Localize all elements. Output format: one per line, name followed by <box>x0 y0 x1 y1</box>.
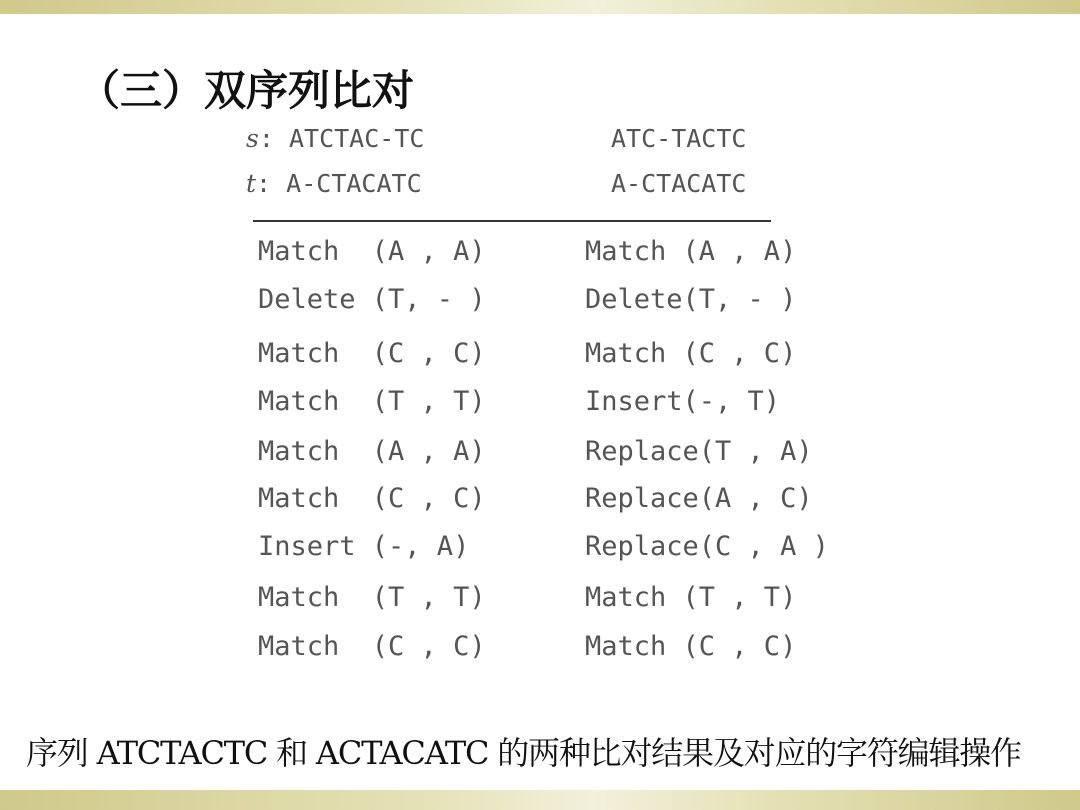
alignment-right-s: ATC-TACTC <box>611 124 747 153</box>
alignment-right-t: A-CTACATC <box>611 169 747 198</box>
alignment-left-t: A-CTACATC <box>286 169 422 198</box>
s-separator: : <box>258 124 274 153</box>
operation-left-8: Match (T , T) <box>258 582 486 613</box>
alignment-left-s: ATCTAC-TC <box>288 124 425 153</box>
operation-left-4: Match (T , T) <box>258 386 486 417</box>
s-label: s <box>246 124 259 153</box>
alignment-left-t-row <box>246 169 422 198</box>
operation-left-6: Match (C , C) <box>258 483 486 514</box>
t-separator: : <box>256 169 272 198</box>
t-label: t <box>246 169 257 198</box>
operation-right-9: Match (C , C) <box>585 631 797 662</box>
operation-right-6: Replace(A , C) <box>585 483 813 514</box>
operation-right-1: Match (A , A) <box>585 236 797 267</box>
operation-right-5: Replace(T , A) <box>585 436 813 467</box>
alignment-left-s-row <box>246 124 424 153</box>
operation-left-9: Match (C , C) <box>258 631 486 662</box>
operation-left-2: Delete (T, - ) <box>258 284 486 315</box>
bottom-decor-band <box>0 790 1080 810</box>
operation-left-1: Match (A , A) <box>258 236 486 267</box>
figure-caption: 序列 ATCTACTC 和 ACTACATC 的两种比对结果及对应的字符编辑操作 <box>26 734 1021 772</box>
operation-left-3: Match (C , C) <box>258 338 486 369</box>
operation-right-3: Match (C , C) <box>585 338 797 369</box>
slide-title: （三）双序列比对 <box>78 66 415 115</box>
top-decor-band <box>0 0 1080 14</box>
operation-left-7: Insert (-, A) <box>258 531 470 562</box>
divider-line <box>253 220 771 222</box>
operation-right-4: Insert(-, T) <box>585 386 781 417</box>
operation-right-7: Replace(C , A ) <box>585 531 829 562</box>
operation-left-5: Match (A , A) <box>258 436 486 467</box>
operation-right-2: Delete(T, - ) <box>585 284 797 315</box>
operation-right-8: Match (T , T) <box>585 582 797 613</box>
